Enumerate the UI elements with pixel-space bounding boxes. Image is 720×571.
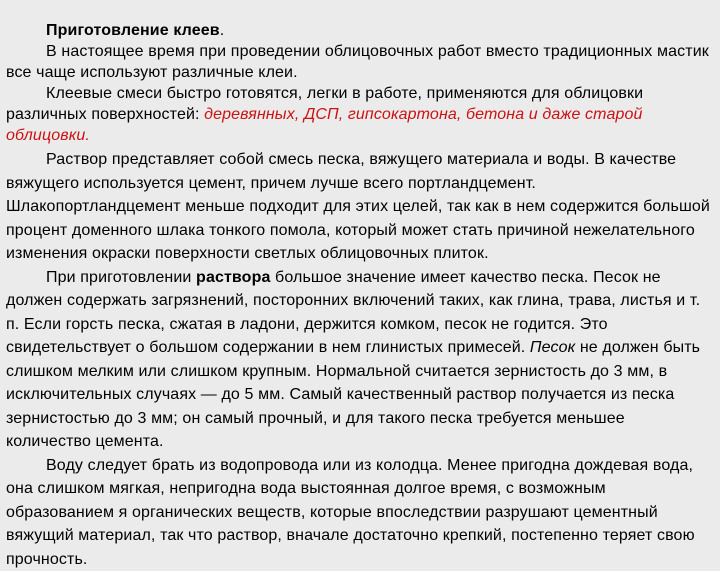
paragraph-sand	[6, 266, 712, 454]
paragraph-mortar: Раствор представляет собой смесь песка, вяжущего материала и воды. В качестве вяжущего используется цемент, причем лучше всего портландцемент. Шлакопортландцемент меньше подходит для этих целей, так как в нем содержится большой процент доменного шлака тонкого помола, который может стать причиной нежелательного изменения окраски поверхности светлых облицовочных плиток.	[6, 148, 712, 266]
paragraph-water: Воду следует брать из водопровода или из колодца. Менее пригодна дождевая вода, она слишком мягкая, непригодна вода выстоянная долгое время, с возможным образованием я органических веществ, которые впоследствии разрушают цементный вяжущий материал, так что раствор, вначале достаточно крепкий, постепенно теряет свою прочность.	[6, 454, 712, 571]
sand-text-end: не должен быть слишком мелким или слишком крупным. Нормальной считается зернистость до 3 мм, в исключительных случаях — до 5 мм. Самый качественный раствор получается из песка зернистостью до 3 мм; он самый прочный, и для такого песка требуется меньшее количество цемента.	[6, 339, 700, 450]
sand-italic: Песок	[530, 339, 575, 356]
mortar-bold: раствора	[196, 269, 270, 286]
sand-text-mid: большое значение имеет качество песка. Песок не должен содержать загрязнений, посторонних включений таких, как глина, трава, листья и т. п. Если горсть песка, сжатая в ладони, держится комком, песок не годится. Это свидетельствует о большом содержании в нем глинистых примесей.	[6, 269, 700, 357]
surfaces-highlight: деревянных, ДСП, гипсокартона, бетона и даже старой облицовки	[6, 106, 643, 144]
sand-text-start: При приготовлении	[46, 269, 196, 286]
paragraph-glue-mixes	[6, 83, 712, 146]
surfaces-period: .	[85, 127, 90, 144]
paragraph-intro: В настоящее время при проведении облицовочных работ вместо традиционных мастик все чаще используют различные клеи.	[6, 41, 712, 83]
title-period: .	[220, 22, 225, 39]
document-page	[6, 20, 712, 571]
title-text: Приготовление клеев	[46, 22, 220, 39]
section-title	[6, 20, 712, 41]
glue-text: Клеевые смеси быстро готовятся, легки в работе, применяются для облицовки различных поверхностей:	[6, 85, 643, 123]
